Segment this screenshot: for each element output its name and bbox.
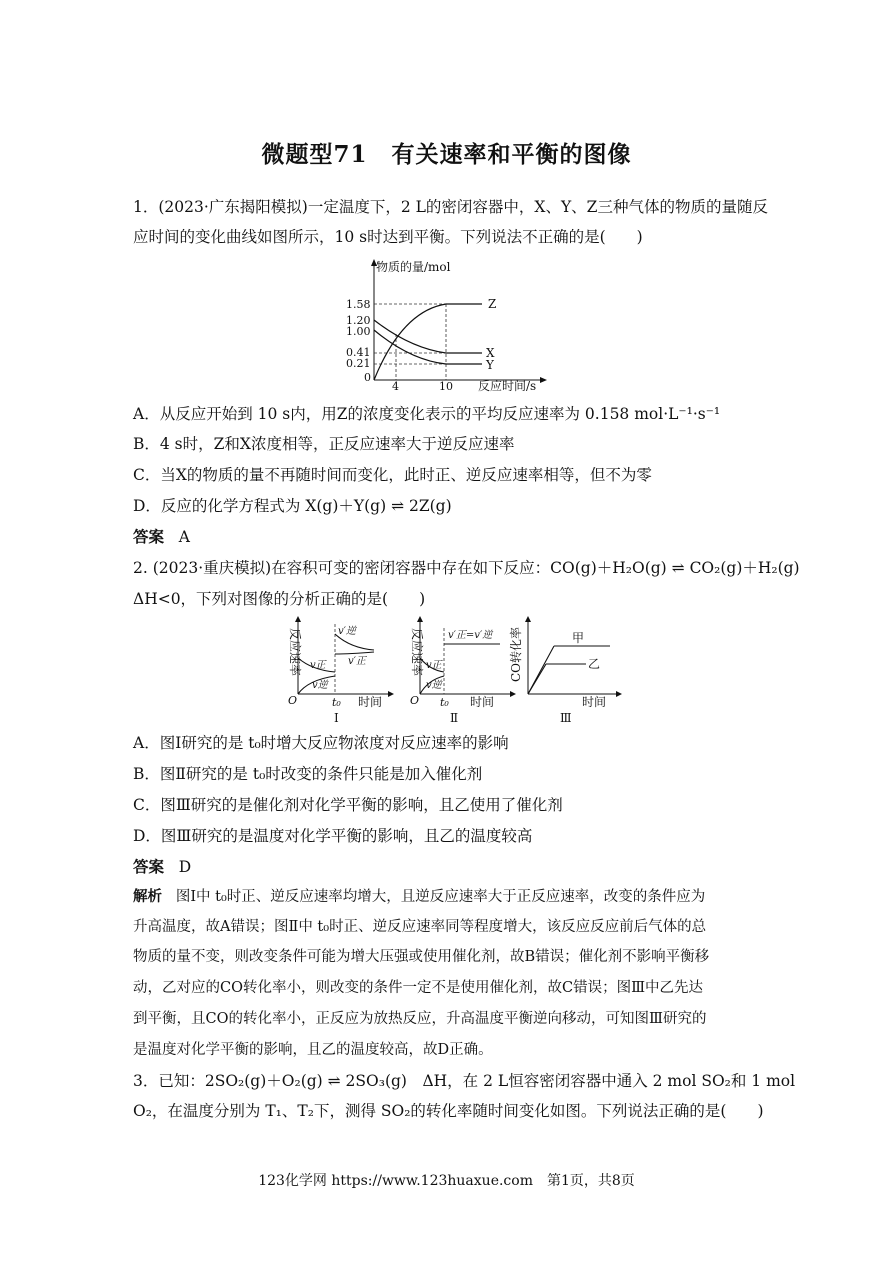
y-axis-label: 物质的量/mol — [376, 260, 451, 274]
q2-stem-line2: ΔH<0，下列对图像的分析正确的是( ) — [133, 590, 426, 608]
chart3-xlabel: 时间 — [582, 695, 607, 709]
series-label-x: X — [486, 346, 495, 360]
page-title: 微题型71 有关速率和平衡的图像 — [261, 141, 632, 168]
chart2-v-equal: v′正=v′逆 — [448, 630, 493, 641]
q2-explanation-line4: 动，乙对应的CO转化率小，则改变的条件一定不是使用催化剂，故C错误；图Ⅲ中乙先达 — [133, 980, 704, 996]
q2-explanation-line2: 升高温度，故A错误；图Ⅱ中 t₀时正、逆反应速率同等程度增大，该反应反应前后气体的总 — [133, 919, 707, 935]
chart2-ylabel: 反应速率 — [410, 628, 424, 677]
xtick-10: 10 — [439, 380, 453, 393]
q2-answer — [133, 857, 191, 877]
chart2-roman: Ⅱ — [450, 711, 459, 725]
answer-label: 答案 — [133, 857, 165, 876]
answer-label: 答案 — [133, 527, 165, 546]
q1-option-d: D．反应的化学方程式为 X(g)＋Y(g) ⇌ 2Z(g) — [133, 497, 452, 515]
chart3-ylabel: CO转化率 — [509, 626, 523, 682]
chart1-origin: O — [288, 694, 298, 707]
q2-option-a: A．图Ⅰ研究的是 t₀时增大反应物浓度对反应速率的影响 — [133, 734, 509, 752]
explanation-label: 解析 — [133, 888, 162, 905]
q3-stem-line2: O₂，在温度分别为 T₁、T₂下，测得 SO₂的转化率随时间变化如图。下列说法正确的是( ) — [133, 1102, 764, 1120]
chart3-yi: 乙 — [588, 657, 601, 671]
q2-explanation-line3: 物质的量不变，则改变条件可能为增大压强或使用催化剂，故B错误；催化剂不影响平衡移 — [133, 949, 710, 965]
q2-chart-2 — [400, 614, 518, 726]
q1-answer — [133, 527, 190, 547]
chart1-v-rev: v逆 — [312, 680, 328, 691]
page-footer: 123化学网 https://www.123huaxue.com 第1页，共8页 — [258, 1173, 635, 1189]
q2-chart-1 — [278, 614, 396, 726]
q2-explanation-line1 — [133, 887, 705, 907]
chart3-jia: 甲 — [572, 631, 585, 645]
xtick-4: 4 — [392, 380, 399, 393]
chart1-v-fwd2: v′正 — [348, 656, 366, 667]
ytick-0.41: 0.41 — [346, 346, 371, 359]
chart1-xlabel: 时间 — [358, 695, 383, 709]
q1-stem-line1: 1．(2023·广东揭阳模拟)一定温度下，2 L的密闭容器中，X、Y、Z三种气体的物质的量随反 — [133, 198, 768, 216]
q1-chart — [330, 256, 560, 394]
q1-option-b: B．4 s时，Z和X浓度相等，正反应速率大于逆反应速率 — [133, 435, 515, 453]
chart1-roman: Ⅰ — [334, 711, 339, 725]
answer-value: A — [178, 528, 190, 546]
chart1-v-fwd: v正 — [310, 660, 326, 671]
chart2-xlabel: 时间 — [470, 695, 495, 709]
ytick-1.58: 1.58 — [346, 298, 371, 311]
q2-stem-line1: 2. (2023·重庆模拟)在容积可变的密闭容器中存在如下反应：CO(g)＋H₂O(g) ⇌ CO₂(g)＋H₂(g) — [133, 559, 800, 577]
answer-value: D — [178, 858, 192, 876]
ytick-0.21: 0.21 — [346, 357, 371, 370]
series-label-z: Z — [488, 297, 497, 311]
q1-option-c: C．当X的物质的量不再随时间而变化，此时正、逆反应速率相等，但不为零 — [133, 466, 652, 484]
chart2-origin: O — [410, 694, 420, 707]
chart2-v-rev: v逆 — [426, 680, 442, 691]
ytick-1.20: 1.20 — [346, 314, 371, 327]
chart1-t0: t₀ — [332, 696, 341, 709]
q2-option-d: D．图Ⅲ研究的是温度对化学平衡的影响，且乙的温度较高 — [133, 827, 533, 845]
chart2-t0: t₀ — [440, 696, 449, 709]
explanation-text: 图Ⅰ中 t₀时正、逆反应速率均增大，且逆反应速率大于正反应速率，改变的条件应为 — [175, 889, 706, 905]
q3-stem-line1: 3．已知：2SO₂(g)＋O₂(g) ⇌ 2SO₃(g) ΔH，在 2 L恒容密闭容器中通入 2 mol SO₂和 1 mol — [133, 1072, 796, 1090]
origin-label: 0 — [364, 371, 371, 384]
q2-chart-3 — [506, 614, 624, 726]
x-axis-arrow — [540, 377, 547, 383]
series-label-y: Y — [486, 358, 494, 372]
chart2-v-fwd: v正 — [426, 660, 442, 671]
q2-option-b: B．图Ⅱ研究的是 t₀时改变的条件只能是加入催化剂 — [133, 765, 483, 783]
chart3-roman: Ⅲ — [560, 711, 572, 725]
ytick-1.00: 1.00 — [346, 325, 371, 338]
q2-option-c: C．图Ⅲ研究的是催化剂对化学平衡的影响，且乙使用了催化剂 — [133, 796, 563, 814]
chart1-ylabel: 反应速率 — [288, 628, 302, 677]
x-axis-label: 反应时间/s — [478, 379, 537, 393]
q2-explanation-line5: 到平衡，且CO的转化率小，正反应为放热反应，升高温度平衡逆向移动，可知图Ⅲ研究的 — [133, 1011, 707, 1027]
chart1-v-rev2: v′逆 — [338, 626, 356, 637]
q2-explanation-line6: 是温度对化学平衡的影响，且乙的温度较高，故D正确。 — [133, 1042, 493, 1058]
q1-option-a: A．从反应开始到 10 s内，用Z的浓度变化表示的平均反应速率为 0.158 mol·L⁻¹·s⁻¹ — [133, 405, 721, 423]
q1-stem-line2: 应时间的变化曲线如图所示，10 s时达到平衡。下列说法不正确的是( ) — [133, 228, 643, 246]
